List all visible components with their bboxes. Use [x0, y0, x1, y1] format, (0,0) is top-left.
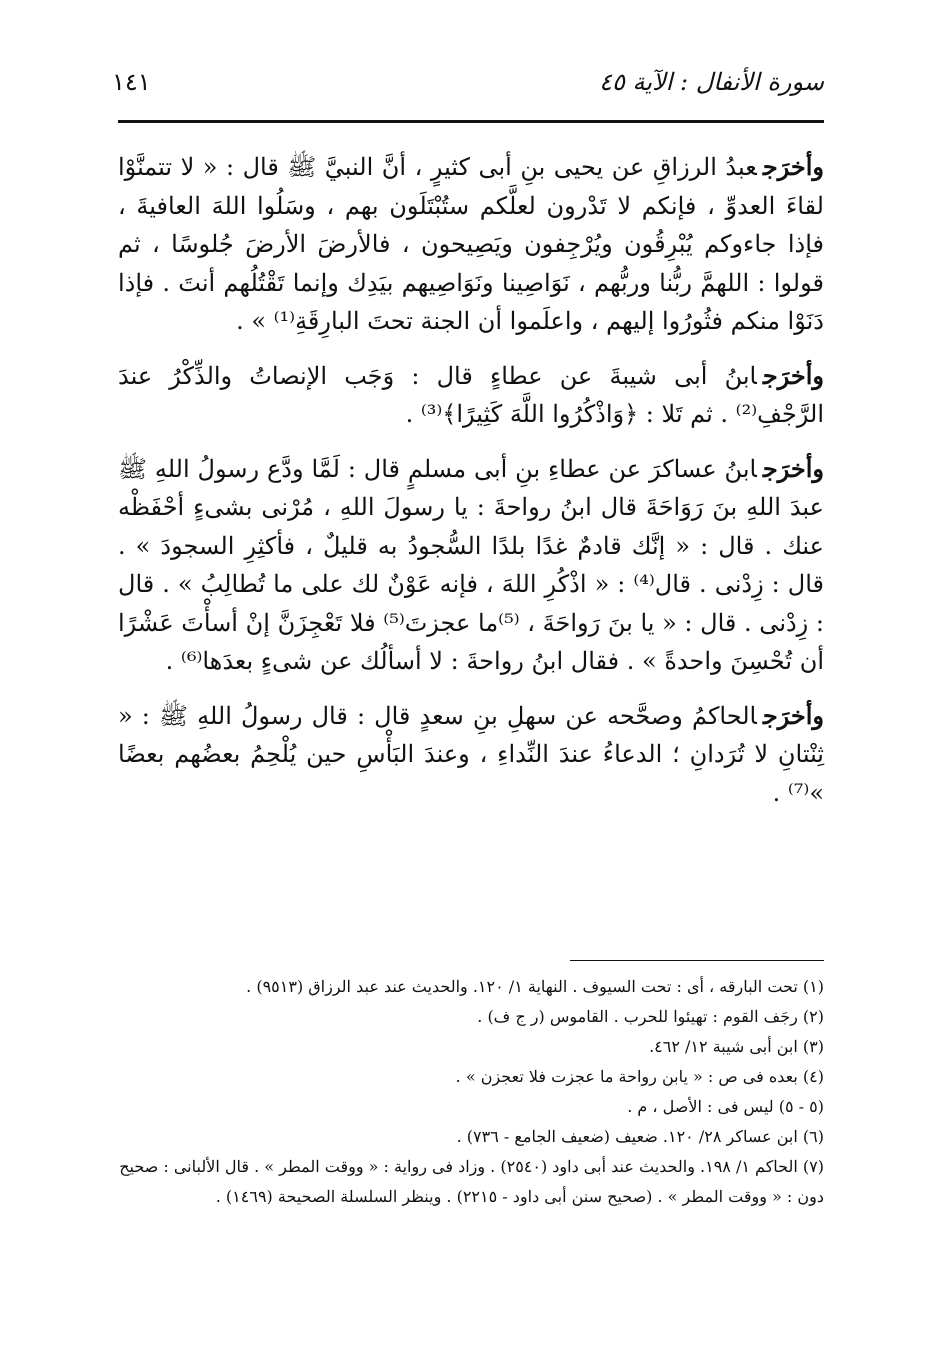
paragraph-1 [118, 148, 824, 341]
footnote-5: (٥ - ٥) ليس فى : الأصل ، م . [627, 1097, 824, 1116]
paragraph-3 [118, 450, 824, 681]
footnote-6: (٦) ابن عساكر ٢٨/ ١٢٠. ضعيف (ضعيف الجامع - ٧٣٦) . [456, 1127, 824, 1146]
footnote-2: (٢) رجَف القوم : تهيئوا للحرب . القاموس (ر ج ف) . [477, 1007, 824, 1026]
running-header [112, 58, 824, 116]
paragraph-text: ابنُ عساكرَ عن عطاءِ بنِ أبى مسلمٍ قال : لَمَّا ودَّع رسولُ اللهِ ﷺ عبدَ اللهِ بنَ رَوَاحَةَ قال ابنُ رواحةَ : يا رسولَ اللهِ ، مُرْنى بشىءٍ أحْفَظْه عنك . قال : « إنَّك قادمٌ غدًا بلدًا السُّجودُ به قليلٌ ، فأكثِرِ السجودَ » . قال : زِدْنى . قال⁽⁴⁾ : « اذْكُرِ اللهَ ، فإنه عَوْنٌ لك على ما تُطالِبُ » . قال : زِدْنى . قال : « يا بنَ رَواحَةَ ، ⁽⁵⁾ما عجزتَ⁽⁵⁾ فلا تَعْجِزَنَّ إنْ أسأْتَ عَشْرًا أن تُحْسِنَ واحدةً » . فقال ابنُ رواحةَ : لا أسألُك عن شىءٍ بعدَها⁽⁶⁾ . [118, 454, 825, 675]
paragraph-text: ابنُ أبى شيبةَ عن عطاءٍ قال : وَجَب الإنصاتُ والذِّكْرُ عندَ الرَّجْفِ⁽²⁾ . ثم تَلا : ﴿وَاذْكُرُوا اللَّهَ كَثِيرًا﴾⁽³⁾ . [118, 361, 824, 428]
page-number: ١٤١ [112, 68, 151, 96]
header-divider [118, 120, 824, 123]
paragraph-lead: وأخرَج [762, 453, 824, 483]
main-text [118, 148, 824, 828]
footnote-7: (٧) الحاكم ١/ ١٩٨. والحديث عند أبى داود (٢٥٤٠) . وزاد فى رواية : « ووقت المطر » . قال الألبانى : صحيح دون : « ووقت المطر » . (صحيح سنن أبى داود - ٢٢١٥) . وينظر السلسلة الصحيحة (١٤٦٩) . [119, 1157, 824, 1206]
footnote-divider [570, 960, 824, 961]
paragraph-lead: وأخرَج [762, 360, 824, 390]
surah-title: سورة الأنفال : الآية ٤٥ [599, 68, 824, 96]
paragraph-lead: وأخرَج [762, 700, 824, 730]
paragraph-2 [118, 357, 824, 434]
footnotes [118, 972, 824, 1212]
paragraph-text: عبدُ الرزاقِ عن يحيى بنِ أبى كثيرٍ ، أنَّ النبيَّ ﷺ قال : « لا تتمنَّوْا لقاءَ العدوِّ ، فإنكم لا تَدْرون لعلَّكم ستُبْتَلَون بهم ، وسَلُوا اللهَ العافيةَ ، فإذا جاءوكم يُبْرِقُون ويُرْجِفون ويَصِيحون ، فالأرضَ الأرضَ جُلوسًا ، ثم قولوا : اللهمَّ ربُّنا وربُّهم ، نَوَاصِينا ونَوَاصِيهم بيَدِك وإنما تَقْتُلُهم أنتَ . فإذا دَنَوْا منكم فثُورُوا إليهم ، واعلَموا أن الجنة تحتَ البارِقَةِ⁽¹⁾ » . [118, 153, 824, 335]
footnote-1: (١) تحت البارقه ، أى : تحت السيوف . النهاية ١/ ١٢٠. والحديث عند عبد الرزاق (٩٥١٣) . [246, 977, 824, 996]
footnote-4: (٤) بعده فى ص : « يابن رواحة ما عجزت فلا تعجزن » . [455, 1067, 824, 1086]
paragraph-4 [118, 697, 824, 813]
paragraph-text: الحاكمُ وصحَّحه عن سهلِ بنِ سعدٍ قال : قال رسولُ اللهِ ﷺ : « ثِنْتانِ لا تُرَدانِ ؛ الدعاءُ عندَ النِّداءِ ، وعندَ البَأْسِ حين يُلْحِمُ بعضُهم بعضًا »⁽⁷⁾ . [118, 701, 824, 807]
paragraph-lead: وأخرَج [762, 152, 824, 181]
footnote-3: (٣) ابن أبى شيبة ١٢/ ٤٦٢. [649, 1037, 824, 1056]
